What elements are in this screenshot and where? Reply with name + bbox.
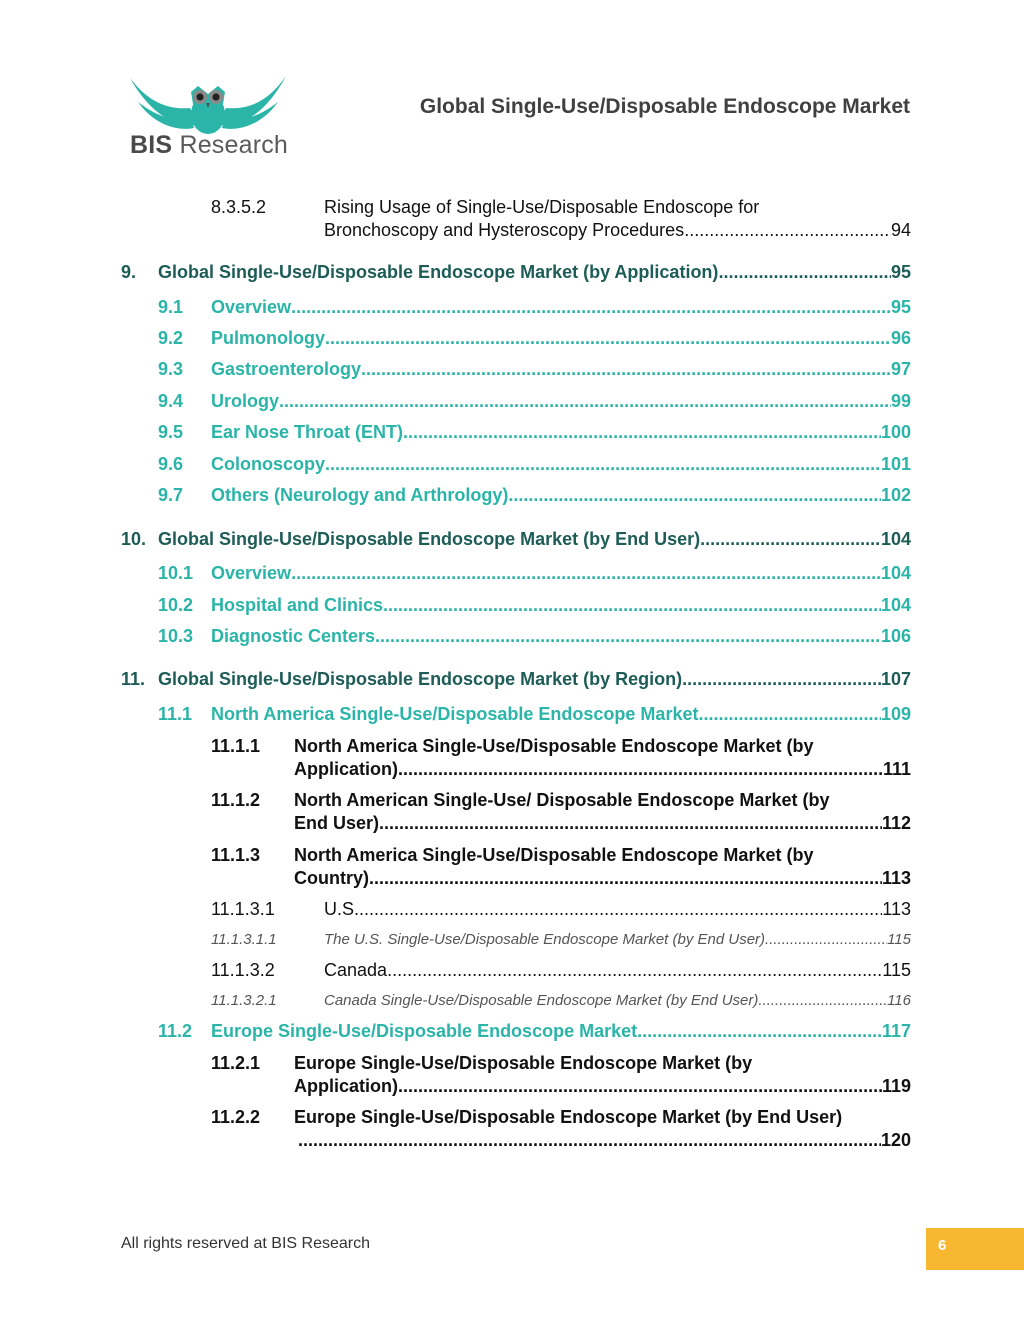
- toc-entry-label: Global Single-Use/Disposable Endoscope Market (by Application): [158, 262, 719, 282]
- leader-dots: [403, 422, 881, 443]
- leader-dots: [398, 1076, 882, 1097]
- logo-wordmark: [130, 131, 288, 160]
- toc-entry-number: 10.: [121, 529, 147, 549]
- toc-page-number: 101: [880, 454, 911, 474]
- toc-entry-number: 9.: [121, 262, 137, 282]
- page-number-badge: 6: [926, 1228, 1024, 1270]
- toc-entry-label-line1: Europe Single-Use/Disposable Endoscope Market (by End User): [294, 1107, 843, 1127]
- toc-entry-number: 9.3: [158, 359, 184, 379]
- toc-entry-label-line2: Country): [294, 868, 369, 888]
- leader-dots: [325, 328, 891, 349]
- toc-entry-label-line2: End User): [294, 813, 380, 833]
- toc-entry-label: Hospital and Clinics: [211, 595, 384, 615]
- toc-entry-label: Colonoscopy: [211, 454, 326, 474]
- leader-dots: [279, 391, 891, 412]
- toc-entry-label-line2: Application): [294, 759, 398, 779]
- logo-light-text: Research: [179, 131, 289, 159]
- toc-entry-number: 9.4: [158, 391, 184, 411]
- toc-entry-label: Overview: [211, 563, 292, 583]
- toc-page-number: 100: [880, 422, 911, 442]
- toc-page-number: 112: [881, 813, 911, 833]
- toc-page-number: 113: [881, 868, 911, 888]
- footer-copyright: All rights reserved at BIS Research: [121, 1235, 370, 1252]
- toc-page-number: 117: [881, 1021, 911, 1041]
- toc-entry-number: 11.: [121, 669, 146, 689]
- leader-dots: [700, 529, 881, 550]
- leader-dots: [684, 220, 891, 241]
- toc-page-number: 119: [881, 1076, 911, 1096]
- toc-entry-number: 11.2.2: [211, 1107, 261, 1127]
- toc-entry-label: The U.S. Single-Use/Disposable Endoscope Market (by End User): [324, 931, 766, 948]
- leader-dots: [298, 1130, 881, 1151]
- toc-page-number: 107: [880, 669, 911, 689]
- leader-dots: [379, 813, 882, 834]
- toc-entry-number: 11.1.1: [211, 736, 261, 756]
- toc-entry-label: Overview: [211, 297, 292, 317]
- toc-entry-number: 8.3.5.2: [211, 197, 267, 217]
- toc-page-number: 95: [890, 262, 911, 282]
- leader-dots: [375, 626, 881, 647]
- toc-page-number: 104: [880, 563, 911, 583]
- toc-page-number: 102: [880, 485, 911, 505]
- toc-entry-number: 11.1.3.2: [211, 960, 275, 980]
- toc-page-number: 106: [880, 626, 911, 646]
- toc-entry-number: 10.2: [158, 595, 194, 615]
- toc-entry-number: 9.1: [158, 297, 184, 317]
- leader-dots: [325, 454, 881, 475]
- toc-page-number: 104: [880, 529, 911, 549]
- toc-entry-number: 11.1.3.1.1: [211, 931, 277, 948]
- toc-page-number: 97: [890, 359, 911, 379]
- toc-entry-number: 9.6: [158, 454, 184, 474]
- leader-dots: [508, 485, 881, 506]
- toc-entry-label: Global Single-Use/Disposable Endoscope Market (by End User): [158, 529, 701, 549]
- toc-entry-label: Urology: [211, 391, 280, 411]
- toc-entry-label: Europe Single-Use/Disposable Endoscope Market: [211, 1021, 638, 1041]
- toc-entry-number: 11.1.3: [211, 845, 261, 865]
- toc-page-number: 116: [887, 992, 911, 1009]
- toc-entry-label: Gastroenterology: [211, 359, 362, 379]
- toc-entry-label: Others (Neurology and Arthrology): [211, 485, 509, 505]
- leader-dots: [637, 1021, 882, 1042]
- toc-entry-label: North America Single-Use/Disposable Endoscope Market: [211, 704, 699, 724]
- leader-dots: [359, 899, 882, 920]
- toc-page-number: 113: [882, 899, 911, 919]
- toc-entry-label: Diagnostic Centers: [211, 626, 376, 646]
- toc-entry-label-line1: North American Single-Use/ Disposable Endoscope Market (by: [294, 790, 830, 810]
- toc-entry-number: 9.5: [158, 422, 184, 442]
- toc-entry-label-line2: Application): [294, 1076, 398, 1096]
- toc-entry-label-line1: North America Single-Use/Disposable Endoscope Market (by: [294, 845, 814, 865]
- toc-entry-number: 9.2: [158, 328, 184, 348]
- leader-dots: [758, 992, 887, 1009]
- toc-entry-number: 11.2.1: [211, 1053, 261, 1073]
- toc-page-number: 95: [890, 297, 911, 317]
- leader-dots: [698, 704, 880, 725]
- leader-dots: [291, 563, 881, 584]
- toc-page-number: 120: [880, 1130, 911, 1150]
- toc-entry-label-line1: Europe Single-Use/Disposable Endoscope Market (by: [294, 1053, 753, 1073]
- toc-page-number: 99: [890, 391, 911, 411]
- toc-page-number: 111: [882, 759, 911, 779]
- leader-dots: [361, 359, 891, 380]
- toc-entry-number: 11.1: [158, 704, 193, 724]
- toc-entry-label: Canada Single-Use/Disposable Endoscope Market (by End User): [324, 992, 759, 1009]
- leader-dots: [765, 931, 887, 948]
- toc-entry-number: 11.1.3.2.1: [211, 992, 277, 1009]
- leader-dots: [383, 595, 881, 616]
- leader-dots: [291, 297, 891, 318]
- toc-entry-label-line1: Rising Usage of Single-Use/Disposable Endoscope for: [324, 197, 760, 217]
- toc-entry-label-line2: Bronchoscopy and Hysteroscopy Procedures: [324, 220, 685, 240]
- toc-entry-label: Canada: [324, 960, 388, 980]
- toc-page-number: 96: [890, 328, 911, 348]
- toc-page-number: 115: [882, 960, 911, 980]
- logo-bold-text: BIS: [130, 131, 173, 159]
- toc-entry-label: Global Single-Use/Disposable Endoscope Market (by Region): [158, 669, 683, 689]
- toc-entry-label-line1: North America Single-Use/Disposable Endoscope Market (by: [294, 736, 814, 756]
- toc-entry-number: 11.1.3.1: [211, 899, 275, 919]
- document-title: Global Single-Use/Disposable Endoscope Market: [419, 95, 910, 118]
- toc-entry-label: U.S.: [324, 899, 360, 919]
- leader-dots: [718, 262, 891, 283]
- leader-dots: [682, 669, 881, 690]
- leader-dots: [398, 759, 883, 780]
- toc-entry-number: 10.3: [158, 626, 194, 646]
- toc-entry-label: Ear Nose Throat (ENT): [211, 422, 404, 442]
- toc-entry-label: Pulmonology: [211, 328, 325, 348]
- toc-page-number: 94: [890, 220, 911, 240]
- toc-entry-number: 9.7: [158, 485, 184, 505]
- toc-page-number: 104: [880, 595, 911, 615]
- toc-entry-number: 11.2: [158, 1021, 193, 1041]
- toc-page-number: 109: [880, 704, 911, 724]
- toc-entry-number: 11.1.2: [211, 790, 261, 810]
- leader-dots: [369, 868, 882, 889]
- toc-page-number: 115: [887, 931, 911, 948]
- toc-entry-number: 10.1: [158, 563, 194, 583]
- leader-dots: [387, 960, 882, 981]
